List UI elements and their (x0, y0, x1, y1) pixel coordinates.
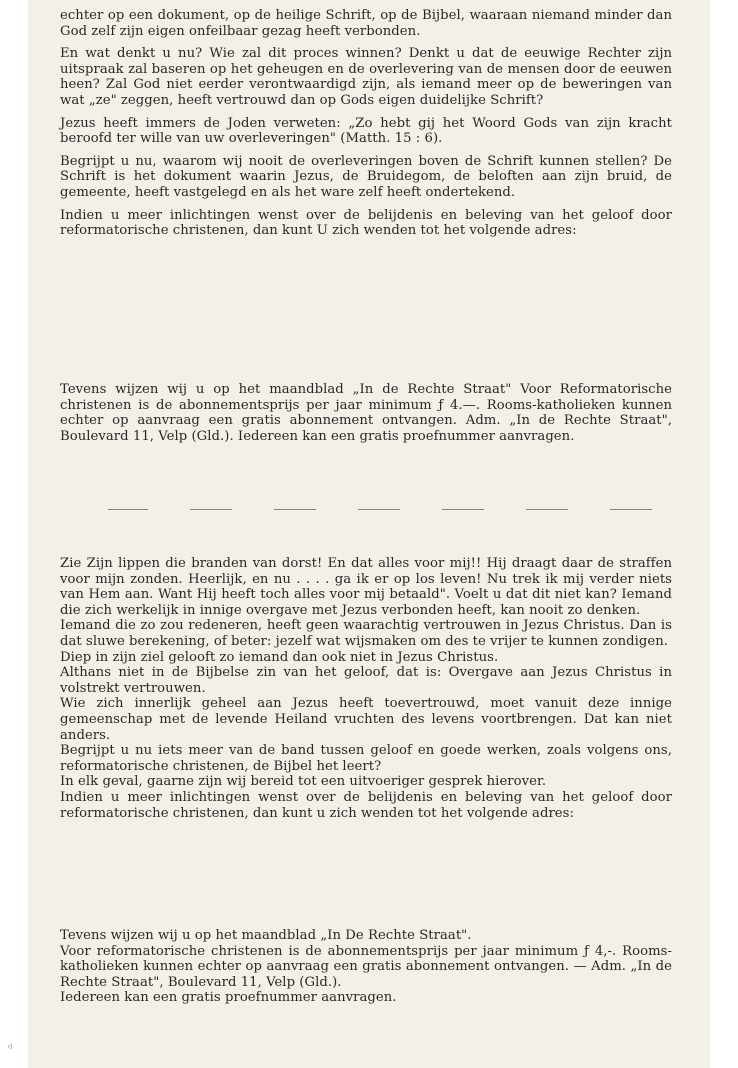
divider-dash (610, 509, 652, 510)
paragraph: Zie Zijn lippen die branden van dorst! En dat alles voor mij!! Hij draagt daar de straffen voor mijn zonden. Heerlijk, en nu . . . . ga ik er op los leven! Nu trek ik mij verder niets van Hem aan. Want Hij heeft toch alles voor mij betaald". Voelt u dat dit niet kan? Iemand die zich werkelijk in innige overgave met Jezus verbonden heeft, kan nooit zo denken. (60, 556, 672, 618)
divider-dash (274, 509, 316, 510)
paragraph: Wie zich innerlijk geheel aan Jezus heeft toevertrouwd, moet vanuit deze innige gemeenschap met de levende Heiland vruchten des levens voortbrengen. Dat kan niet anders. (60, 696, 672, 743)
divider-dash (358, 509, 400, 510)
paragraph: Diep in zijn ziel gelooft zo iemand dan ook niet in Jezus Christus. (60, 649, 499, 665)
paragraph: Voor reformatorische christenen is de abonnementsprijs per jaar minimum ƒ 4,-. Rooms-katholieken kunnen echter op aanvraag een gratis abonnement ontvangen. — Adm. „In de Rechte Straat", Boulevard 11, Velp (Gld.). (60, 943, 672, 990)
section-2-body (60, 556, 672, 821)
paragraph: Iedereen kan een gratis proefnummer aanvragen. (60, 990, 397, 1006)
paragraph: Jezus heeft immers de Joden verweten: „Zo hebt gij het Woord Gods van zijn kracht beroofd ter wille van uw overleveringen" (Matth. 15 : 6). (60, 115, 672, 147)
corner-mark: ᵈ (8, 1042, 13, 1055)
section-divider (78, 509, 668, 511)
paragraph: Tevens wijzen wij u op het maandblad „In de Rechte Straat" Voor Reformatorische christenen is de abonnementsprijs per jaar minimum ƒ 4.—. Rooms-katholieken kunnen echter op aanvraag een gratis abonnement ontvangen. Adm. „In de Rechte Straat", Boulevard 11, Velp (Gld.). Iedereen kan een gratis proefnummer aanvragen. (60, 382, 672, 444)
paragraph: Begrijpt u nu iets meer van de band tussen geloof en goede werken, zoals volgens ons, reformatorische christenen, de Bijbel het leert? (60, 743, 672, 774)
divider-dash (190, 509, 232, 510)
section-1-subscription-notice (60, 382, 672, 444)
paragraph: Begrijpt u nu, waarom wij nooit de overleveringen boven de Schrift kunnen stellen? De Schrift is het dokument waarin Jezus, de Bruidegom, de beloften aan zijn bruid, de gemeente, heeft vastgelegd en als het ware zelf heeft ondertekend. (60, 153, 672, 200)
paragraph: En wat denkt u nu? Wie zal dit proces winnen? Denkt u dat de eeuwige Rechter zijn uitspraak zal baseren op het geheugen en de overlevering van de mensen door de eeuwen heen? Zal God niet eerder verontwaardigd zijn, als iemand meer op de beweringen van wat „ze" zeggen, heeft vertrouwd dan op Gods eigen duidelijke Schrift? (60, 46, 672, 108)
section-2-subscription-notice (60, 928, 672, 1006)
paragraph: Indien u meer inlichtingen wenst over de belijdenis en beleving van het geloof door reformatorische christenen, dan kunt U zich wenden tot het volgende adres: (60, 207, 672, 239)
paragraph: In elk geval, gaarne zijn wij bereid tot een uitvoeriger gesprek hierover. (60, 774, 547, 790)
paragraph: Tevens wijzen wij u op het maandblad „In De Rechte Straat". (60, 928, 472, 943)
paragraph: Indien u meer inlichtingen wenst over de belijdenis en beleving van het geloof door reformatorische christenen, dan kunt u zich wenden tot het volgende adres: (60, 789, 672, 821)
divider-dash (108, 509, 148, 510)
divider-dash (442, 509, 484, 510)
paragraph: Althans niet in de Bijbelse zin van het geloof, dat is: Overgave aan Jezus Christus in volstrekt vertrouwen. (60, 665, 672, 696)
divider-dash (526, 509, 568, 510)
section-1-body (60, 8, 672, 239)
paragraph: Iemand die zo zou redeneren, heeft geen waarachtig vertrouwen in Jezus Christus. Dan is dat sluwe berekening, of beter: jezelf wat wijsmaken om des te vrijer te kunnen zondigen. (60, 618, 672, 649)
paragraph: echter op een dokument, op de heilige Schrift, op de Bijbel, waaraan niemand minder dan God zelf zijn eigen onfeilbaar gezag heeft verbonden. (60, 8, 672, 39)
